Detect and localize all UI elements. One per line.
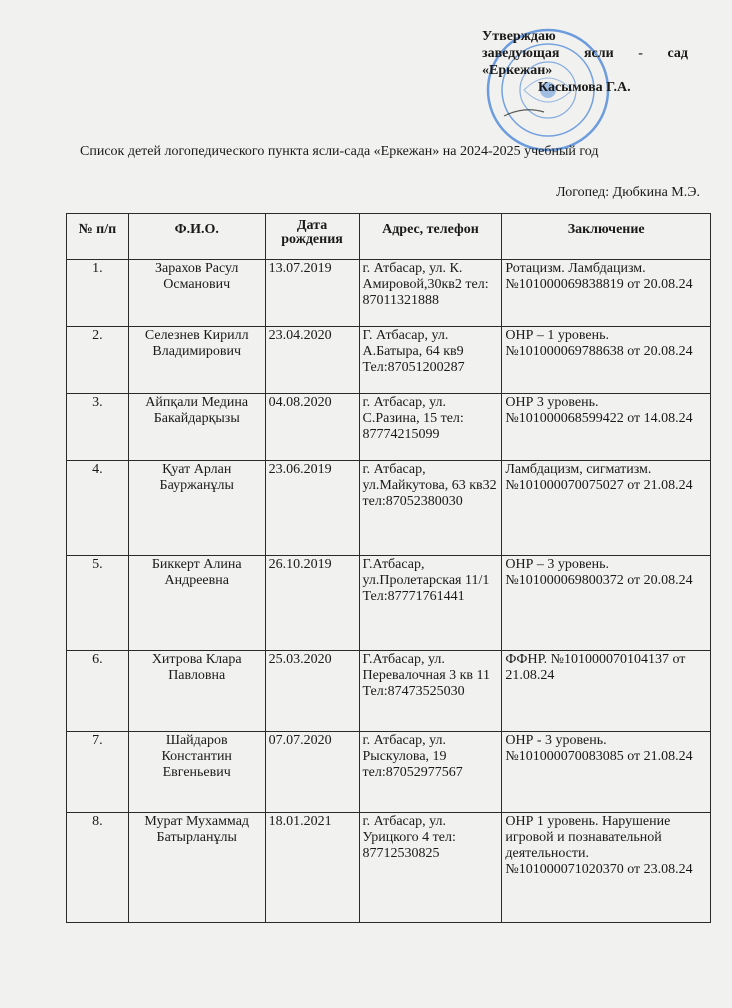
approval-position [482, 45, 688, 62]
cell-address: г. Атбасар, ул. Урицкого 4 тел: 87712530825 [359, 813, 502, 923]
cell-conclusion: Ротацизм. Ламбдацизм. №101000069838819 от 20.08.24 [502, 260, 711, 327]
cell-num: 5. [67, 556, 129, 651]
approval-block [482, 28, 688, 96]
cell-dob: 07.07.2020 [265, 732, 359, 813]
table-row [67, 556, 711, 651]
header-address: Адрес, телефон [359, 214, 502, 260]
cell-address: Г.Атбасар, ул. Перевалочная 3 кв 11 Тел:87473525030 [359, 651, 502, 732]
cell-num: 1. [67, 260, 129, 327]
approval-word: сад [667, 46, 688, 61]
cell-address: г. Атбасар, ул.Майкутова, 63 кв32 тел:87052380030 [359, 461, 502, 556]
cell-num: 8. [67, 813, 129, 923]
table-header-row [67, 214, 711, 260]
cell-conclusion: ОНР - 3 уровень. №101000070083085 от 21.08.24 [502, 732, 711, 813]
header-conclusion: Заключение [502, 214, 711, 260]
approval-word: - [638, 46, 643, 61]
cell-conclusion: ФФНР. №101000070104137 от 21.08.24 [502, 651, 711, 732]
cell-dob: 23.04.2020 [265, 327, 359, 394]
cell-address: г. Атбасар, ул. Рыскулова, 19 тел:87052977567 [359, 732, 502, 813]
table-row [67, 260, 711, 327]
cell-fio: Шайдаров Константин Евгеньевич [128, 732, 265, 813]
cell-address: Г. Атбасар, ул. А.Батыра, 64 кв9 Тел:87051200287 [359, 327, 502, 394]
cell-fio: Зарахов Расул Османович [128, 260, 265, 327]
cell-address: г. Атбасар, ул. С.Разина, 15 тел: 87774215099 [359, 394, 502, 461]
cell-num: 6. [67, 651, 129, 732]
table-row [67, 394, 711, 461]
header-num: № п/п [67, 214, 129, 260]
cell-num: 7. [67, 732, 129, 813]
table-row [67, 461, 711, 556]
approval-word: заведующая [482, 46, 560, 61]
cell-conclusion: Ламбдацизм, сигматизм. №101000070075027 от 21.08.24 [502, 461, 711, 556]
table-row [67, 327, 711, 394]
cell-fio: Хитрова Клара Павловна [128, 651, 265, 732]
approval-org: «Еркежан» [482, 63, 553, 78]
header-fio: Ф.И.О. [128, 214, 265, 260]
cell-dob: 18.01.2021 [265, 813, 359, 923]
cell-dob: 25.03.2020 [265, 651, 359, 732]
cell-fio: Биккерт Алина Андреевна [128, 556, 265, 651]
cell-conclusion: ОНР – 1 уровень. №101000069788638 от 20.08.24 [502, 327, 711, 394]
cell-fio: Селезнев Кирилл Владимирович [128, 327, 265, 394]
cell-dob: 04.08.2020 [265, 394, 359, 461]
approval-signer: Касымова Г.А. [538, 80, 631, 95]
cell-conclusion: ОНР – 3 уровень. №101000069800372 от 20.08.24 [502, 556, 711, 651]
document-title: Список детей логопедического пункта ясли-сада «Еркежан» на 2024-2025 учебный год [80, 144, 599, 159]
approval-word: ясли [583, 46, 614, 61]
cell-fio: Қуат Арлан Бауржанұлы [128, 461, 265, 556]
cell-fio: Айпқали Медина Бакайдарқызы [128, 394, 265, 461]
cell-num: 4. [67, 461, 129, 556]
table-row [67, 813, 711, 923]
cell-conclusion: ОНР 3 уровень. №101000068599422 от 14.08.24 [502, 394, 711, 461]
children-table [66, 213, 711, 923]
cell-dob: 26.10.2019 [265, 556, 359, 651]
cell-conclusion: ОНР 1 уровень. Нарушение игровой и познавательной деятельности. №101000071020370 от 23.08.24 [502, 813, 711, 923]
approval-heading: Утверждаю [482, 29, 556, 44]
cell-dob: 13.07.2019 [265, 260, 359, 327]
cell-address: Г.Атбасар, ул.Пролетарская 11/1 Тел:87771761441 [359, 556, 502, 651]
logoped-name: Логопед: Дюбкина М.Э. [556, 185, 700, 200]
cell-fio: Мурат Мухаммад Батырланұлы [128, 813, 265, 923]
header-dob: Дата рождения [265, 214, 359, 260]
cell-address: г. Атбасар, ул. К. Амировой,30кв2 тел: 87011321888 [359, 260, 502, 327]
table-row [67, 732, 711, 813]
cell-num: 3. [67, 394, 129, 461]
cell-num: 2. [67, 327, 129, 394]
table-row [67, 651, 711, 732]
cell-dob: 23.06.2019 [265, 461, 359, 556]
